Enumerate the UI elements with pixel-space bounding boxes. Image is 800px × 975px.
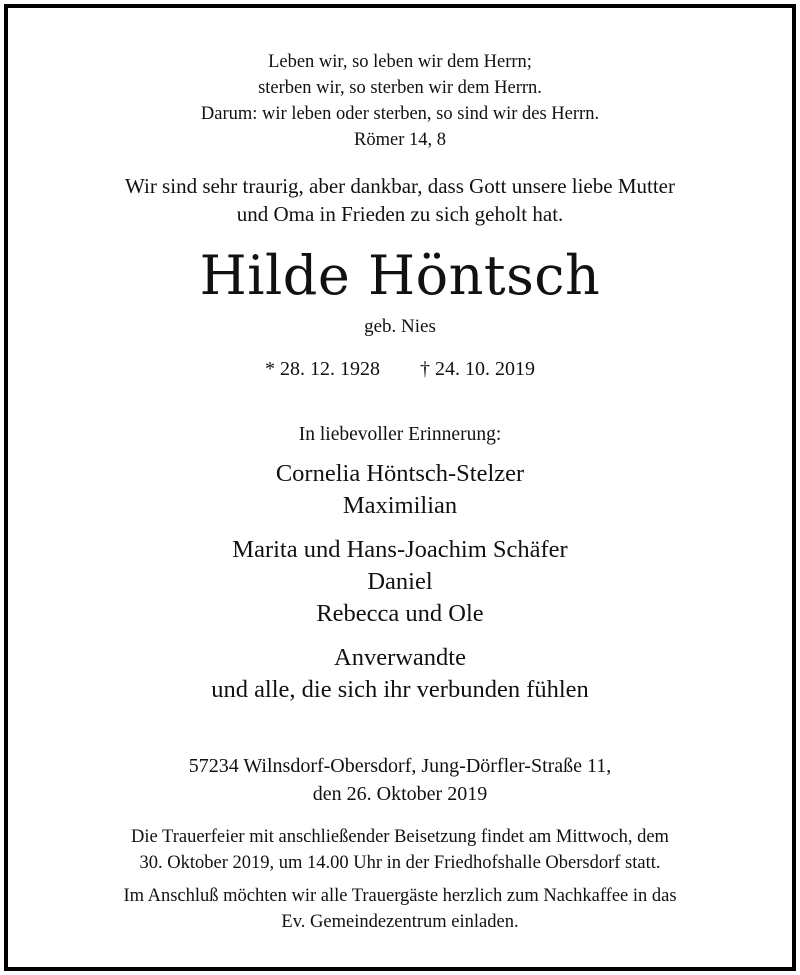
mourner-line: und alle, die sich ihr verbunden fühlen [211, 676, 589, 703]
coffee-line: Ev. Gemeindezentrum einladen. [281, 912, 519, 932]
obituary-frame [4, 4, 796, 971]
verse-reference: Römer 14, 8 [354, 130, 446, 150]
intro-line: und Oma in Frieden zu sich geholt hat. [236, 202, 564, 226]
funeral-line: 30. Oktober 2019, um 14.00 Uhr in der Friedhofshalle Obersdorf statt. [139, 853, 661, 873]
mourner-line: Maximilian [342, 492, 458, 519]
date-line: den 26. Oktober 2019 [312, 783, 488, 805]
mourner-line: Anverwandte [334, 644, 466, 671]
mourner-line: Marita und Hans-Joachim Schäfer [232, 536, 568, 563]
mourner-line: Cornelia Höntsch-Stelzer [275, 460, 525, 487]
death-date: † 24. 10. 2019 [420, 358, 535, 380]
memory-heading: In liebevoller Erinnerung: [298, 424, 502, 445]
verse-line: Darum: wir leben oder sterben, so sind wir des Herrn. [200, 104, 600, 124]
funeral-line: Die Trauerfeier mit anschließender Beisetzung findet am Mittwoch, dem [131, 827, 669, 847]
birth-name: geb. Nies [364, 316, 436, 337]
mourner-line: Daniel [367, 568, 433, 595]
deceased-name: Hilde Höntsch [199, 244, 601, 307]
address-line: 57234 Wilnsdorf-Obersdorf, Jung-Dörfler-Straße 11, [188, 755, 612, 777]
intro-line: Wir sind sehr traurig, aber dankbar, dass Gott unsere liebe Mutter [125, 174, 675, 198]
verse-line: Leben wir, so leben wir dem Herrn; [268, 52, 532, 72]
verse-line: sterben wir, so sterben wir dem Herrn. [258, 78, 542, 98]
coffee-line: Im Anschluß möchten wir alle Trauergäste herzlich zum Nachkaffee in das [123, 886, 677, 906]
obituary-content [8, 8, 792, 967]
birth-date: * 28. 12. 1928 [265, 358, 380, 380]
mourner-line: Rebecca und Ole [316, 600, 484, 627]
life-dates [8, 358, 792, 381]
